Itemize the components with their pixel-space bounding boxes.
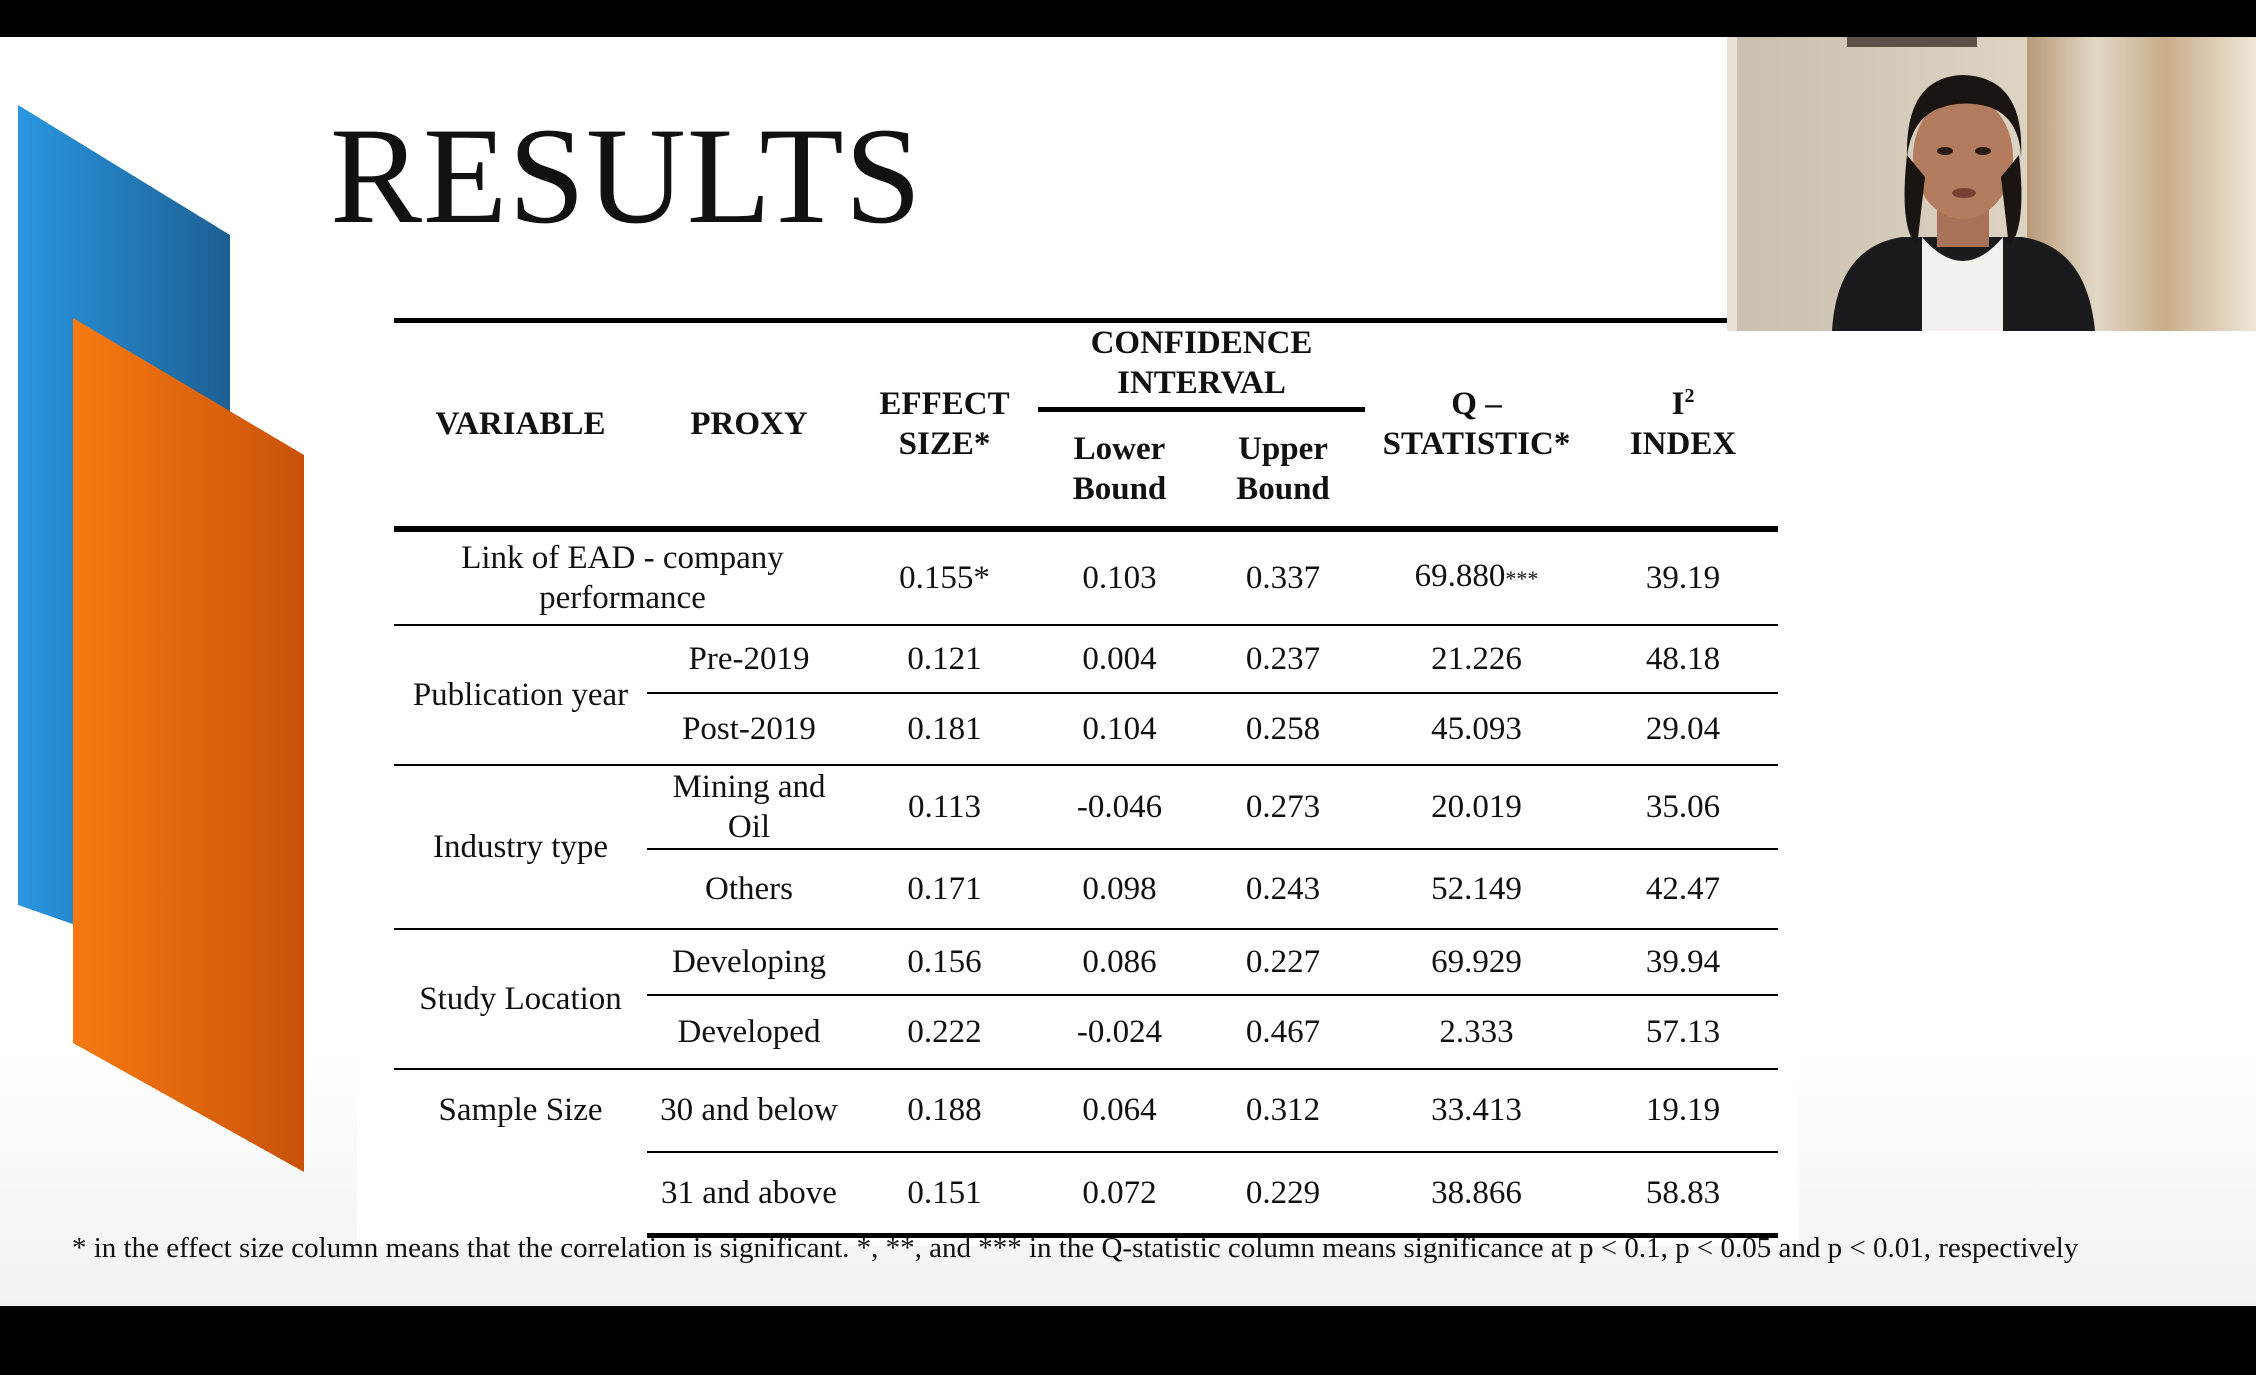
header-confidence-interval: CONFIDENCE INTERVAL bbox=[1038, 321, 1365, 410]
row-upper: 0.229 bbox=[1201, 1152, 1365, 1236]
row-q: 45.093 bbox=[1365, 693, 1588, 765]
row-upper: 0.312 bbox=[1201, 1069, 1365, 1152]
row-effect: 0.113 bbox=[851, 765, 1038, 849]
row-proxy: 30 and below bbox=[647, 1069, 851, 1152]
row-upper: 0.227 bbox=[1201, 929, 1365, 995]
header-variable: VARIABLE bbox=[394, 321, 647, 529]
row-proxy: Mining and Oil bbox=[647, 765, 851, 849]
row-lower: -0.046 bbox=[1038, 765, 1201, 849]
header-lower-bound: Lower Bound bbox=[1038, 410, 1201, 529]
row-q: 38.866 bbox=[1365, 1152, 1588, 1236]
row-q: 20.019 bbox=[1365, 765, 1588, 849]
letterbox-bottom bbox=[0, 1306, 2256, 1375]
group-variable: Study Location bbox=[394, 929, 647, 1069]
row-lower: 0.004 bbox=[1038, 625, 1201, 693]
row-effect: 0.222 bbox=[851, 995, 1038, 1069]
slide-title: RESULTS bbox=[330, 99, 923, 252]
header-i2-index bbox=[1588, 321, 1778, 529]
row-proxy: 31 and above bbox=[647, 1152, 851, 1236]
overall-q-stars: *** bbox=[1505, 566, 1539, 591]
table-row bbox=[394, 765, 1778, 849]
overall-label: Link of EAD - company performance bbox=[461, 539, 784, 616]
group-variable: Publication year bbox=[394, 625, 647, 765]
presenter-video-frame bbox=[1727, 37, 2256, 331]
header-i2-superscript: 2 bbox=[1684, 385, 1695, 408]
row-q: 21.226 bbox=[1365, 625, 1588, 693]
row-i2: 58.83 bbox=[1588, 1152, 1778, 1236]
row-i2: 57.13 bbox=[1588, 995, 1778, 1069]
row-effect: 0.171 bbox=[851, 849, 1038, 929]
letterbox-top bbox=[0, 0, 2256, 37]
row-upper: 0.243 bbox=[1201, 849, 1365, 929]
row-i2: 19.19 bbox=[1588, 1069, 1778, 1152]
row-proxy: Pre-2019 bbox=[647, 625, 851, 693]
overall-effect: 0.155* bbox=[899, 559, 990, 596]
overall-q-value: 69.880 bbox=[1414, 558, 1506, 594]
row-lower: -0.024 bbox=[1038, 995, 1201, 1069]
header-index-label: INDEX bbox=[1629, 426, 1737, 463]
row-lower: 0.064 bbox=[1038, 1069, 1201, 1152]
row-lower: 0.072 bbox=[1038, 1152, 1201, 1236]
row-i2: 42.47 bbox=[1588, 849, 1778, 929]
row-effect: 0.151 bbox=[851, 1152, 1038, 1236]
row-lower: 0.098 bbox=[1038, 849, 1201, 929]
orange-parallelogram bbox=[73, 318, 304, 1172]
row-upper: 0.237 bbox=[1201, 625, 1365, 693]
table-row-overall bbox=[394, 529, 1778, 625]
row-effect: 0.188 bbox=[851, 1069, 1038, 1152]
header-effect-size: EFFECT SIZE* bbox=[851, 321, 1038, 529]
row-q: 52.149 bbox=[1365, 849, 1588, 929]
table-row bbox=[394, 929, 1778, 995]
row-proxy: Others bbox=[647, 849, 851, 929]
results-table-panel bbox=[357, 280, 1799, 1246]
row-effect: 0.121 bbox=[851, 625, 1038, 693]
overall-i2: 39.19 bbox=[1645, 559, 1721, 596]
row-effect: 0.181 bbox=[851, 693, 1038, 765]
header-i2-symbol: I bbox=[1671, 386, 1685, 423]
results-table bbox=[394, 318, 1778, 1238]
table-row bbox=[394, 1069, 1778, 1152]
table-row bbox=[394, 625, 1778, 693]
row-proxy: Post-2019 bbox=[647, 693, 851, 765]
header-q-statistic: Q – STATISTIC* bbox=[1365, 321, 1588, 529]
overall-q bbox=[1365, 529, 1588, 625]
overall-lower: 0.103 bbox=[1082, 559, 1157, 596]
row-proxy: Developed bbox=[647, 995, 851, 1069]
row-i2: 39.94 bbox=[1588, 929, 1778, 995]
row-q: 69.929 bbox=[1365, 929, 1588, 995]
row-i2: 48.18 bbox=[1588, 625, 1778, 693]
row-upper: 0.467 bbox=[1201, 995, 1365, 1069]
decorative-shapes bbox=[0, 37, 320, 1306]
row-upper: 0.258 bbox=[1201, 693, 1365, 765]
overall-upper: 0.337 bbox=[1245, 559, 1321, 596]
header-upper-bound: Upper Bound bbox=[1201, 410, 1365, 529]
row-lower: 0.104 bbox=[1038, 693, 1201, 765]
header-proxy: PROXY bbox=[647, 321, 851, 529]
group-variable: Industry type bbox=[394, 765, 647, 929]
row-proxy: Developing bbox=[647, 929, 851, 995]
table-footnote: * in the effect size column means that the correlation is significant. *, **, and *** in the Q-statistic column means significance at p < 0.1, p < 0.05 and p < 0.01, respectively bbox=[72, 1232, 2079, 1264]
group-variable: Sample Size bbox=[394, 1069, 647, 1236]
row-i2: 35.06 bbox=[1588, 765, 1778, 849]
row-q: 33.413 bbox=[1365, 1069, 1588, 1152]
row-upper: 0.273 bbox=[1201, 765, 1365, 849]
row-effect: 0.156 bbox=[851, 929, 1038, 995]
row-i2: 29.04 bbox=[1588, 693, 1778, 765]
row-lower: 0.086 bbox=[1038, 929, 1201, 995]
row-q: 2.333 bbox=[1365, 995, 1588, 1069]
presenter-webcam bbox=[1727, 37, 2256, 331]
